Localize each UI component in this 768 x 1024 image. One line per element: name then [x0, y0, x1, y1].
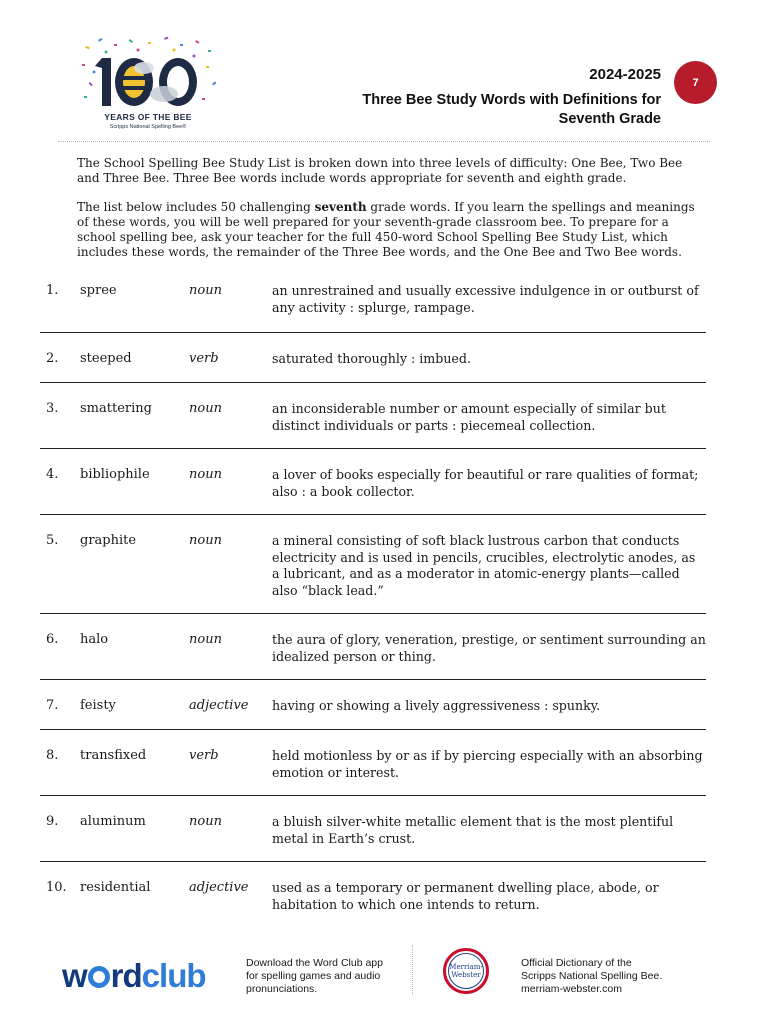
- intro-paragraph-2: The list below includes 50 challenging seventh grade words. If you learn the spellings and meanings of these words, you will be well prepared for your seventh-grade classroom bee. To prepare for a school spelling bee, ask your teacher for the full 450-word School Spelling Bee Study List, which includes these words, the remainder of the Three Bee words, and the One Bee and Two Bee words.: [77, 200, 695, 259]
- page-title: Three Bee Study Words with Definitions for Seventh Grade: [362, 92, 661, 127]
- word-row: [40, 449, 706, 515]
- word-number: 6.: [46, 632, 59, 647]
- word-entry: graphite: [80, 533, 137, 548]
- word-row: [40, 333, 706, 383]
- years-of-the-bee-logo: [78, 36, 218, 134]
- part-of-speech: noun: [189, 467, 222, 482]
- word-row: [40, 862, 706, 922]
- word-entry: feisty: [80, 698, 116, 713]
- word-definition: used as a temporary or permanent dwelling place, abode, or habitation to which one intends to return.: [272, 880, 659, 912]
- word-definition: the aura of glory, veneration, prestige, or sentiment surrounding an idealized person or thing.: [272, 632, 706, 664]
- word-definition: an unrestrained and usually excessive indulgence in or outburst of any activity : splurge, rampage.: [272, 283, 699, 315]
- grade-badge: 7: [674, 61, 717, 104]
- word-number: 3.: [46, 401, 59, 416]
- word-definition: a bluish silver-white metallic element that is the most plentiful metal in Earth’s crust.: [272, 814, 674, 846]
- word-row: [40, 515, 706, 614]
- merriam-webster-url[interactable]: merriam-webster.com: [521, 983, 622, 995]
- wordclub-promo-text: Download the Word Club app for spelling games and audio pronunciations.: [246, 957, 383, 995]
- part-of-speech: noun: [189, 401, 222, 416]
- word-entry: residential: [80, 880, 151, 895]
- word-number: 5.: [46, 533, 59, 548]
- word-number: 2.: [46, 351, 59, 366]
- confetti-100-graphic: [78, 36, 218, 116]
- word-number: 9.: [46, 814, 59, 829]
- word-entry: steeped: [80, 351, 132, 366]
- word-entry: transfixed: [80, 748, 147, 763]
- word-number: 4.: [46, 467, 59, 482]
- word-row: [40, 278, 706, 333]
- grade-emphasis: seventh: [314, 200, 367, 214]
- word-row: [40, 730, 706, 796]
- logo-subtitle: Scripps National Spelling Bee®: [109, 124, 187, 130]
- logo-tagline: YEARS OF THE BEE: [104, 112, 192, 122]
- word-definition: having or showing a lively aggressiveness : spunky.: [272, 698, 601, 713]
- word-entry: spree: [80, 283, 117, 298]
- word-definition: held motionless by or as if by piercing especially with an absorbing emotion or interest.: [272, 748, 703, 780]
- word-number: 1.: [46, 283, 59, 298]
- word-definition: saturated thoroughly : imbued.: [272, 351, 471, 366]
- word-row: [40, 680, 706, 730]
- part-of-speech: noun: [189, 283, 222, 298]
- word-definition: an inconsiderable number or amount especially of similar but distinct individuals or parts : piecemeal collection.: [272, 401, 666, 433]
- word-entry: halo: [80, 632, 109, 647]
- intro-paragraph-1: The School Spelling Bee Study List is broken down into three levels of difficulty: One Bee, Two Bee and Three Bee. Three Bee words include words appropriate for seventh and eighth grade.: [77, 156, 683, 185]
- part-of-speech: noun: [189, 814, 222, 829]
- word-row: [40, 383, 706, 449]
- wordclub-logo: w rdclub: [62, 957, 206, 994]
- word-entry: aluminum: [80, 814, 146, 829]
- part-of-speech: noun: [189, 632, 222, 647]
- word-definition: a lover of books especially for beautiful or rare qualities of format; also : a book collector.: [272, 467, 699, 499]
- word-row: [40, 796, 706, 862]
- word-row: [40, 614, 706, 680]
- word-number: 7.: [46, 698, 59, 713]
- word-list: [40, 278, 706, 922]
- header-divider: [58, 141, 710, 142]
- wordclub-o-ring-icon: [88, 966, 110, 988]
- merriam-webster-seal-icon: Merriam- Webster: [443, 948, 489, 994]
- merriam-webster-text: Official Dictionary of the Scripps National Spelling Bee. merriam-webster.com: [521, 957, 691, 996]
- part-of-speech: adjective: [189, 880, 249, 895]
- part-of-speech: adjective: [189, 698, 249, 713]
- part-of-speech: noun: [189, 533, 222, 548]
- word-entry: bibliophile: [80, 467, 150, 482]
- word-number: 10.: [46, 880, 67, 895]
- part-of-speech: verb: [189, 748, 219, 763]
- part-of-speech: verb: [189, 351, 219, 366]
- word-entry: smattering: [80, 401, 152, 416]
- word-definition: a mineral consisting of soft black lustrous carbon that conducts electricity and is used in pencils, crucibles, electrolytic anodes, as a lubricant, and as a moderator in atomic-energy plants—called also “black lead.”: [272, 533, 696, 598]
- word-number: 8.: [46, 748, 59, 763]
- school-year: 2024-2025: [589, 66, 661, 83]
- footer-divider: [412, 945, 413, 995]
